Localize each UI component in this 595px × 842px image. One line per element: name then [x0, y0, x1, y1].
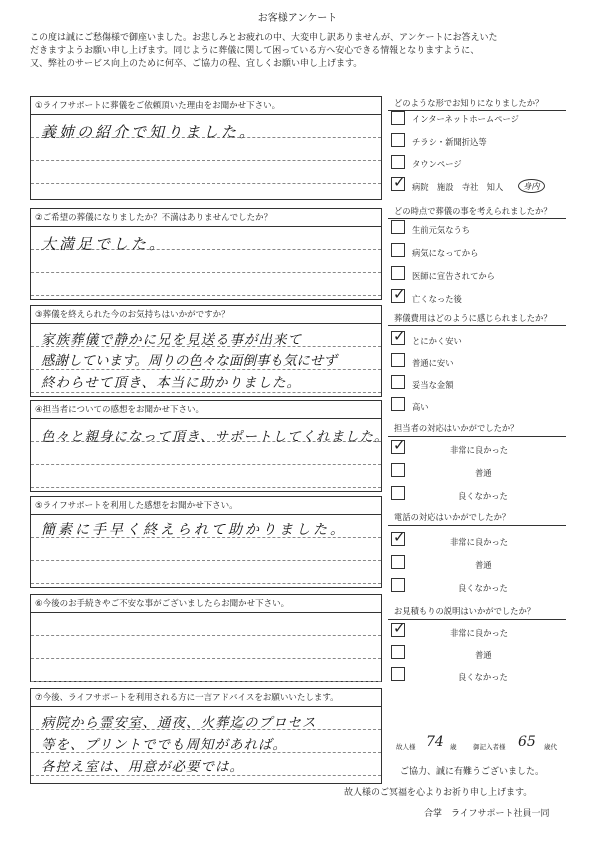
- question-3-answer-line: 感謝しています。周りの色々な面倒事も気にせず: [41, 353, 337, 369]
- side-2-option: 病気になってから: [412, 248, 479, 258]
- age-unit: 歳: [450, 743, 457, 751]
- side-2-option: 生前元気なうち: [412, 225, 471, 235]
- side-5-option: 普通: [475, 560, 492, 570]
- question-7-answer-line: 病院から霊安室、通夜、火葬迄のプロセス: [41, 715, 317, 731]
- question-1-box: [30, 96, 382, 200]
- side-1-heading: どのような形でお知りになりましたか？: [394, 98, 544, 108]
- deceased-age: 74: [426, 734, 444, 750]
- side-5-checkbox[interactable]: [391, 578, 405, 592]
- thanks-text: ご協力、誠に有難うございました。: [400, 767, 545, 777]
- question-5-box: [30, 496, 382, 588]
- generation-unit: 歳代: [544, 743, 557, 751]
- side-1-option: 病院 施設 寺社 知人: [412, 182, 504, 192]
- question-3-label: ③葬儀を終えられた今のお気持ちはいかがですか？: [31, 306, 381, 324]
- question-3-answer-line: 終わらせて頂き、本当に助かりました。: [41, 375, 302, 391]
- question-2-box: [30, 208, 382, 300]
- question-1-answer: 義姉の紹介で知りました。: [41, 123, 258, 141]
- question-4-label: ④担当者についての感想をお聞かせ下さい。: [31, 401, 381, 419]
- side-5-heading: 電話の対応はいかがでしたか？: [394, 512, 511, 522]
- side-3-option: 普通に安い: [412, 358, 454, 368]
- side-2-checkbox[interactable]: [391, 266, 405, 280]
- question-7-label: ⑦今後、ライフサポートを利用される方に一言アドバイスをお願いいたします。: [31, 689, 381, 707]
- question-7-box: [30, 688, 382, 784]
- question-3-box: [30, 305, 382, 397]
- side-3-checkbox-checked[interactable]: [391, 331, 405, 345]
- side-3-checkbox[interactable]: [391, 375, 405, 389]
- intro-line: 又、弊社のサービス向上のために何卒、ご協力の程、宜しくお願い申し上げます。: [30, 59, 363, 69]
- side-2-checkbox[interactable]: [391, 243, 405, 257]
- side-2-checkbox[interactable]: [391, 220, 405, 234]
- side-1-checkbox[interactable]: [391, 133, 405, 147]
- intro-line: この度は誠にご愁傷様で御座いました。お悲しみとお疲れの中、大変申し訳ありませんが、アンケートにお答えいた: [30, 33, 498, 43]
- question-4-answer: 色々と親身になって頂き、サポートしてくれました。: [41, 429, 389, 445]
- question-1-label: ①ライフサポートに葬儀をご依頼頂いた理由をお聞かせ下さい。: [31, 97, 381, 115]
- side-1-option: タウンページ: [412, 159, 462, 169]
- side-3-checkbox[interactable]: [391, 353, 405, 367]
- side-3-checkbox[interactable]: [391, 397, 405, 411]
- side-6-checkbox[interactable]: [391, 645, 405, 659]
- question-7-answer-line: 各控え室は、用意が必要では。: [41, 759, 244, 775]
- side-6-option: 非常に良かった: [450, 628, 509, 638]
- side-1-checkbox-checked[interactable]: [391, 177, 405, 191]
- question-6-label: ⑥今後のお手続きやご不安な事がございましたらお聞かせ下さい。: [31, 595, 381, 613]
- side-5-option: 良くなかった: [458, 583, 508, 593]
- question-2-answer: 大満足でした。: [41, 235, 168, 253]
- intro-line: だきますようお願い申し上げます。同じように葬儀に関して困っている方へ安心できる情報となりますように、: [30, 46, 480, 56]
- side-4-checkbox[interactable]: [391, 486, 405, 500]
- question-3-answer-line: 家族葬儀で静かに兄を見送る事が出来て: [41, 332, 302, 348]
- side-5-checkbox-checked[interactable]: [391, 532, 405, 546]
- deceased-label: 故人様: [396, 743, 416, 751]
- side-2-option: 医師に宣告されてから: [412, 271, 495, 281]
- side-3-option: 妥当な金額: [412, 380, 454, 390]
- side-2-heading: どの時点で葬儀の事を考えられましたか？: [394, 206, 552, 216]
- survey-title: お客様アンケート: [257, 13, 338, 24]
- question-2-label: ②ご希望の葬儀になりましたか？不満はありませんでしたか？: [31, 209, 381, 227]
- side-1-checkbox[interactable]: [391, 111, 405, 125]
- side-4-checkbox-checked[interactable]: [391, 440, 405, 454]
- side-2-option: 亡くなった後: [412, 294, 462, 304]
- side-4-option: 良くなかった: [458, 491, 508, 501]
- side-4-heading: 担当者の対応はいかがでしたか？: [394, 423, 519, 433]
- side-1-option: チラシ・新聞折込等: [412, 137, 487, 147]
- signature-text: 合掌 ライフサポート社員一同: [424, 809, 550, 819]
- question-5-answer: 簡素に手早く終えられて助かりました。: [41, 522, 347, 538]
- side-6-heading: お見積もりの説明はいかがでしたか？: [394, 606, 536, 616]
- side-4-checkbox[interactable]: [391, 463, 405, 477]
- question-7-answer-line: 等を、プリントででも周知があれば。: [41, 737, 287, 753]
- side-3-heading: 葬儀費用はどのように感じられましたか？: [394, 313, 552, 323]
- side-5-checkbox[interactable]: [391, 555, 405, 569]
- side-3-option: 高い: [412, 402, 429, 412]
- question-6-box: [30, 594, 382, 682]
- side-3-option: とにかく安い: [412, 336, 462, 346]
- side-1-option: インターネットホームページ: [412, 114, 519, 124]
- side-6-option: 良くなかった: [458, 672, 508, 682]
- condolence-text: 故人様のご冥福を心よりお祈り申し上げます。: [344, 788, 533, 798]
- question-4-box: [30, 400, 389, 492]
- side-1-checkbox[interactable]: [391, 155, 405, 169]
- intro-text: [30, 32, 570, 71]
- side-5-option: 非常に良かった: [450, 537, 509, 547]
- side-6-checkbox[interactable]: [391, 667, 405, 681]
- side-6-option: 普通: [475, 650, 492, 660]
- side-2-checkbox-checked[interactable]: [391, 289, 405, 303]
- side-4-option: 普通: [475, 468, 492, 478]
- writer-age: 65: [518, 734, 536, 750]
- side-1-handwritten-note: 身内: [518, 179, 545, 193]
- side-4-option: 非常に良かった: [450, 445, 509, 455]
- question-5-label: ⑤ライフサポートを利用した感想をお聞かせ下さい。: [31, 497, 381, 515]
- side-6-checkbox-checked[interactable]: [391, 623, 405, 637]
- writer-label: 御記入者様: [473, 743, 506, 751]
